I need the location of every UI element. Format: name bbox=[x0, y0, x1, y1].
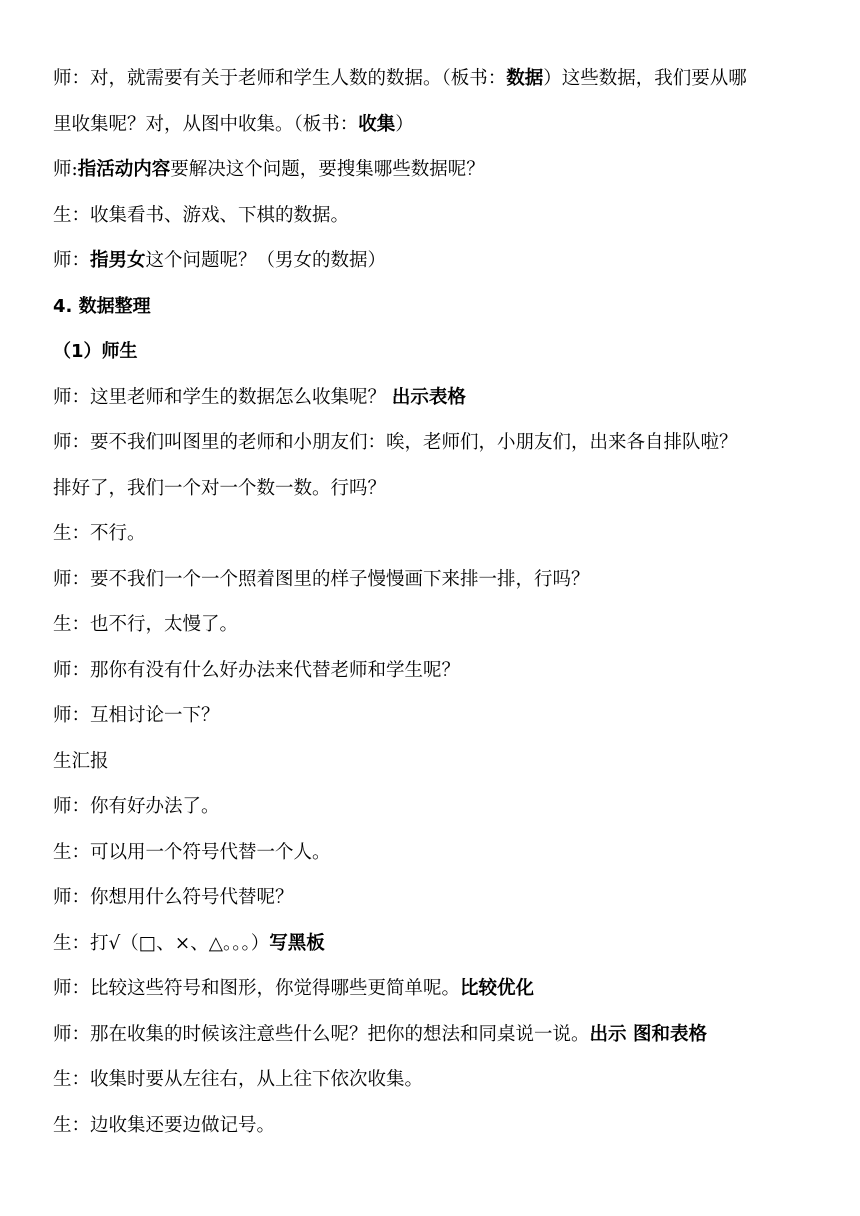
text-run: 生：不行。 bbox=[53, 523, 146, 544]
text-run: 师：比较这些符号和图形，你觉得哪些更简单呢。 bbox=[53, 978, 461, 999]
bold-text: 指活动内容 bbox=[77, 159, 171, 180]
text-run: 生：可以用一个符号代替一个人。 bbox=[53, 841, 331, 863]
paragraph-line bbox=[53, 102, 823, 148]
text-run: 师：你想用什么符号代替呢？ bbox=[53, 887, 294, 908]
bold-text: 出示 图和表格 bbox=[589, 1023, 707, 1045]
text-run: ）这些数据，我们要从哪 bbox=[543, 68, 747, 89]
section-heading bbox=[53, 284, 823, 330]
paragraph-line bbox=[53, 875, 823, 921]
text-run: ） bbox=[395, 113, 414, 135]
bold-text: 指男女 bbox=[90, 250, 146, 271]
text-run: 师：互相讨论一下？ bbox=[53, 705, 220, 726]
paragraph-line bbox=[53, 739, 823, 785]
bold-text: 数据 bbox=[506, 68, 544, 89]
text-run: 排好了，我们一个对一个数一数。行吗？ bbox=[53, 477, 387, 499]
text-run: 师：对，就需要有关于老师和学生人数的数据。（板书： bbox=[53, 68, 507, 89]
text-run: 师：那你有没有什么好办法来代替老师和学生呢？ bbox=[53, 659, 461, 681]
paragraph-line bbox=[53, 420, 823, 466]
paragraph-line bbox=[53, 1057, 823, 1103]
text-run: 师：那在收集的时候该注意些什么呢？把你的想法和同桌说一说。 bbox=[53, 1023, 590, 1045]
bold-text: 写黑板 bbox=[269, 932, 325, 954]
paragraph-line bbox=[53, 1103, 823, 1149]
paragraph-line bbox=[53, 375, 823, 421]
section-heading bbox=[53, 329, 823, 375]
bold-text: 比较优化 bbox=[460, 978, 535, 999]
paragraph-line bbox=[53, 56, 823, 102]
paragraph-line bbox=[53, 921, 823, 967]
paragraph-line bbox=[53, 557, 823, 603]
text-run: 要解决这个问题，要搜集哪些数据呢？ bbox=[170, 159, 485, 180]
text-run: 师：要不我们一个一个照着图里的样子慢慢画下来排一排，行吗？ bbox=[53, 568, 590, 590]
paragraph-line bbox=[53, 966, 823, 1012]
text-run: 师：你有好办法了。 bbox=[53, 796, 220, 817]
text-run: 师：这里老师和学生的数据怎么收集呢？ bbox=[53, 386, 392, 408]
paragraph-line bbox=[53, 238, 823, 284]
text-run: 生：也不行，太慢了。 bbox=[53, 614, 239, 635]
text-run: 这个问题呢？（男女的数据） bbox=[145, 250, 387, 271]
paragraph-line bbox=[53, 693, 823, 739]
bold-text: 收集 bbox=[358, 113, 396, 135]
text-run: 生：收集时要从左往右，从上往下依次收集。 bbox=[53, 1069, 424, 1090]
bold-text: （1）师生 bbox=[53, 341, 138, 362]
paragraph-line bbox=[53, 1012, 823, 1058]
text-run: 生：边收集还要边做记号。 bbox=[53, 1114, 276, 1136]
paragraph-line bbox=[53, 648, 823, 694]
bold-text: 4. 数据整理 bbox=[53, 295, 151, 317]
text-run: 生：打√（□、×、△。。。） bbox=[53, 932, 270, 954]
paragraph-line bbox=[53, 784, 823, 830]
paragraph-line bbox=[53, 830, 823, 876]
text-run: 生：收集看书、游戏、下棋的数据。 bbox=[53, 204, 350, 226]
paragraph-line bbox=[53, 147, 823, 193]
document-page bbox=[53, 56, 823, 1148]
text-run: 师：要不我们叫图里的老师和小朋友们：唉，老师们，小朋友们，出来各自排队啦？ bbox=[53, 432, 738, 453]
paragraph-line bbox=[53, 602, 823, 648]
paragraph-line bbox=[53, 193, 823, 239]
text-run: 师： bbox=[53, 250, 91, 271]
bold-text: 出示表格 bbox=[391, 386, 466, 408]
text-run: 里收集呢？对，从图中收集。（板书： bbox=[53, 113, 359, 135]
text-run: 生汇报 bbox=[53, 750, 109, 772]
paragraph-line bbox=[53, 511, 823, 557]
text-run: 师: bbox=[53, 159, 78, 180]
paragraph-line bbox=[53, 466, 823, 512]
